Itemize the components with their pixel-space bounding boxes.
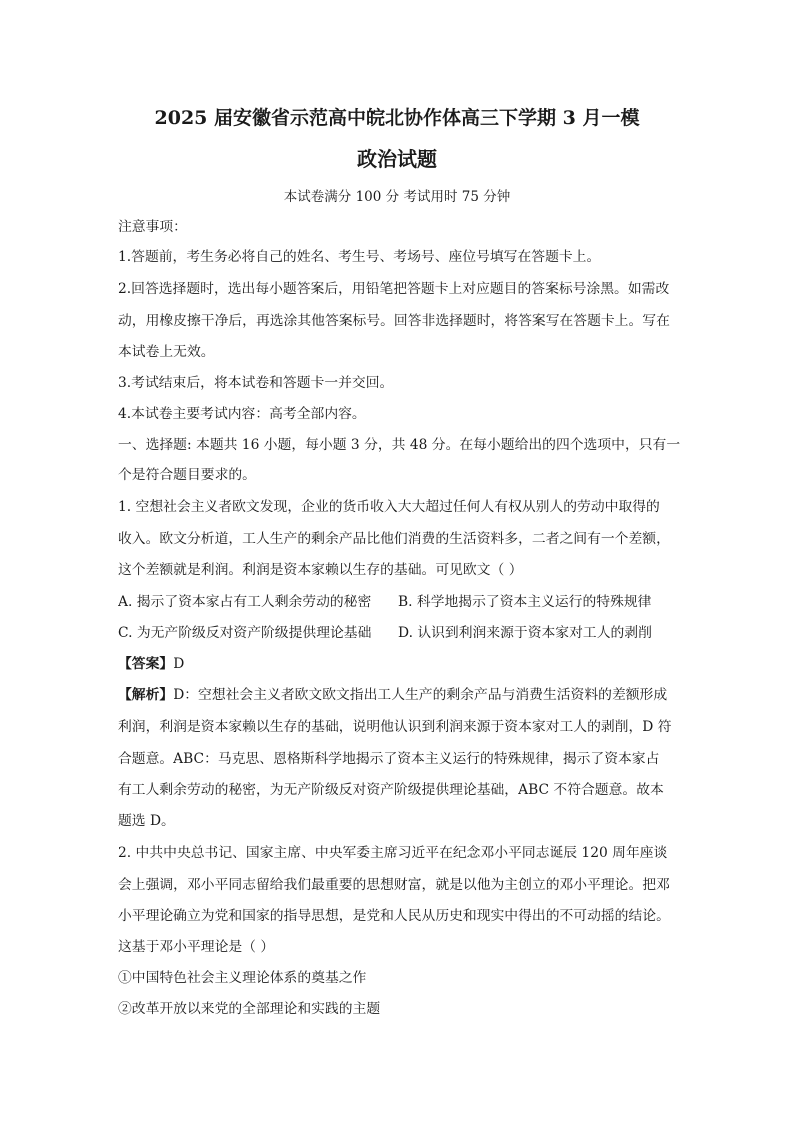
notes-heading: 注意事项： xyxy=(118,219,187,235)
q2-stem-line-4: 这基于邓小平理论是（ ） xyxy=(118,939,275,955)
q1-stem-line-3: 这个差额就是利润。利润是资本家赖以生存的基础。可见欧文（ ） xyxy=(118,562,523,578)
section-heading-line-1: 一、选择题: 本题共 16 小题，每小题 3 分，共 48 分。在每小题给出的四个选项中，只有一 xyxy=(118,437,681,453)
q1-analysis-line-2: 利润，利润是资本家赖以生存的基础，说明他认识到利润来源于资本家对工人的剥削，D 符 xyxy=(118,719,672,735)
q1-option-c: C. 为无产阶级反对资产阶级提供理论基础 xyxy=(118,625,372,641)
note-item-1: 1.答题前，考生务必将自己的姓名、考生号、考场号、座位号填写在答题卡上。 xyxy=(118,249,601,265)
q2-statement-1: ①中国特色社会主义理论体系的奠基之作 xyxy=(118,970,367,986)
q2-statement-2: ②改革开放以来党的全部理论和实践的主题 xyxy=(118,1001,381,1017)
section-heading-line-2: 个是符合题目要求的。 xyxy=(118,467,256,483)
q1-options-row-1 xyxy=(118,593,690,611)
note-item-2-line-2: 动，用橡皮擦干净后，再选涂其他答案标号。回答非选择题时，将答案写在答题卡上。写在 xyxy=(118,313,670,329)
note-item-2-line-3: 本试卷上无效。 xyxy=(118,344,215,360)
q1-analysis-line-1 xyxy=(118,686,690,704)
note-item-3: 3.考试结束后，将本试卷和答题卡一并交回。 xyxy=(118,375,394,391)
q1-answer-label: 【答案】 xyxy=(118,656,174,672)
q1-stem-line-1: 1. 空想社会主义者欧文发现，企业的货币收入大大超过任何人有权从别人的劳动中取得的 xyxy=(118,499,660,515)
q1-analysis-line-5: 题选 D。 xyxy=(118,813,175,829)
subject-title: 政治试题 xyxy=(357,147,437,171)
exam-title: 2025 届安徽省示范高中皖北协作体高三下学期 3 月一模 xyxy=(154,107,640,129)
exam-meta: 本试卷满分 100 分 考试用时 75 分钟 xyxy=(283,189,511,205)
q1-analysis-text-1: D：空想社会主义者欧文欧文指出工人生产的剩余产品与消费生活资料的差额形成 xyxy=(173,687,668,703)
note-item-2-line-1: 2.回答选择题时，选出每小题答案后，用铅笔把答题卡上对应题目的答案标号涂黑。如需改 xyxy=(118,281,670,297)
q1-options-row-2 xyxy=(118,624,690,642)
q1-analysis-label: 【解析】 xyxy=(118,687,174,703)
q1-option-d: D. 认识到利润来源于资本家对工人的剥削 xyxy=(398,625,652,641)
q1-option-a: A. 揭示了资本家占有工人剩余劳动的秘密 xyxy=(118,594,372,610)
q1-answer xyxy=(118,655,690,673)
q1-option-b: B. 科学地揭示了资本主义运行的特殊规律 xyxy=(398,594,652,610)
q1-answer-value: D xyxy=(173,656,185,672)
note-item-4: 4.本试卷主要考试内容：高考全部内容。 xyxy=(118,406,366,422)
q1-stem-line-2: 收入。欧文分析道，工人生产的剩余产品比他们消费的生活资料多，二者之间有一个差额， xyxy=(118,531,670,547)
q2-stem-line-2: 会上强调，邓小平同志留给我们最重要的思想财富，就是以他为主创立的邓小平理论。把邓 xyxy=(118,877,670,893)
q1-analysis-line-3: 合题意。ABC：马克思、恩格斯科学地揭示了资本主义运行的特殊规律，揭示了资本家占 xyxy=(118,751,660,767)
q2-stem-line-1: 2. 中共中央总书记、国家主席、中央军委主席习近平在纪念邓小平同志诞辰 120 周年座谈 xyxy=(118,845,668,861)
q1-analysis-line-4: 有工人剩余劳动的秘密，为无产阶级反对资产阶级提供理论基础，ABC 不符合题意。故本 xyxy=(118,782,664,798)
q2-stem-line-3: 小平理论确立为党和国家的指导思想，是党和人民从历史和现实中得出的不可动摇的结论。 xyxy=(118,908,670,924)
